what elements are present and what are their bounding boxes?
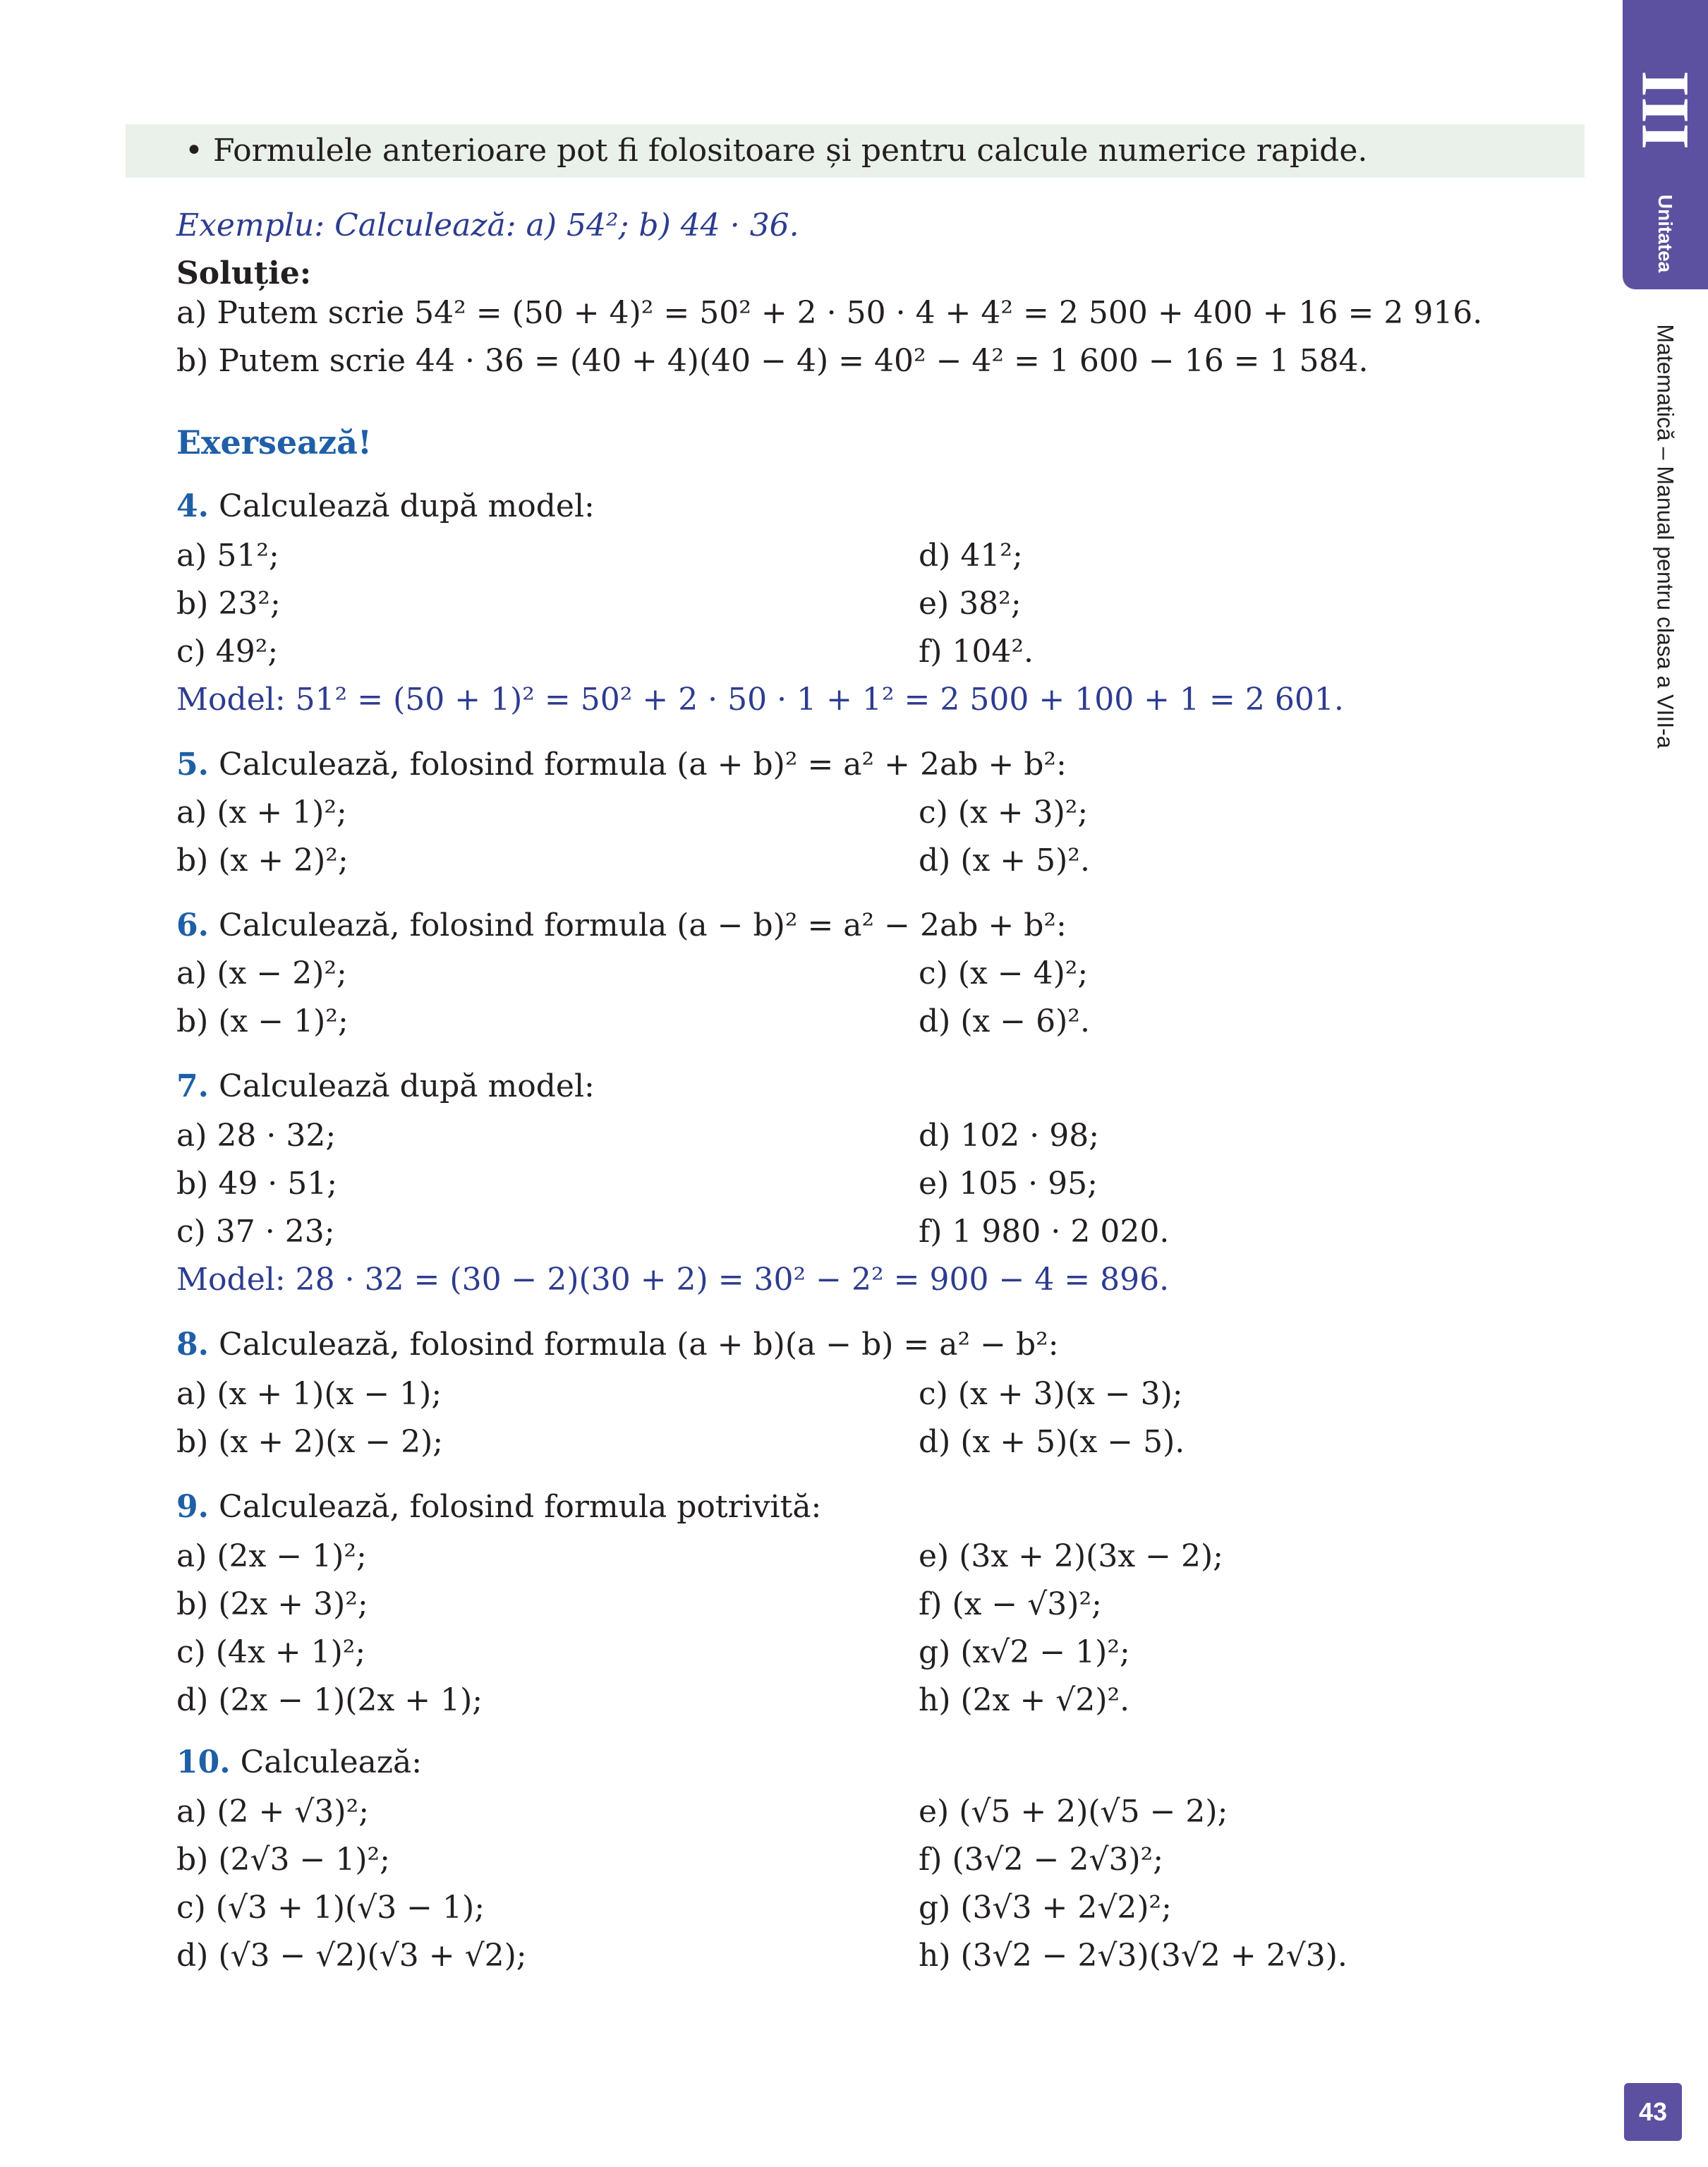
- exercise-item: f) (3√2 − 2√3)²;: [919, 1842, 1164, 1878]
- exercise-4-model: Model: 51² = (50 + 1)² = 50² + 2 · 50 · 1 + 1² = 2 500 + 100 + 1 = 2 601.: [176, 682, 1344, 718]
- exercise-item: a) (2 + √3)²;: [176, 1794, 370, 1830]
- unit-label: [1637, 188, 1693, 279]
- exercise-9-prompt: [176, 1489, 822, 1525]
- exercise-item: h) (2x + √2)².: [919, 1682, 1130, 1718]
- page-number: 43: [1624, 2083, 1682, 2141]
- exercise-prompt-text: Calculează, folosind formula (a + b)(a − b) = a² − b²:: [218, 1327, 1059, 1363]
- exercise-number: 9.: [176, 1489, 209, 1525]
- solution-line-b: b) Putem scrie 44 · 36 = (40 + 4)(40 − 4) = 40² − 4² = 1 600 − 16 = 1 584.: [176, 343, 1369, 379]
- exercise-item: b) (2x + 3)²;: [176, 1586, 368, 1622]
- exercise-number: 10.: [176, 1744, 231, 1780]
- exercise-item: b) (x − 1)²;: [176, 1003, 349, 1039]
- exercise-prompt-text: Calculează după model:: [218, 1068, 595, 1104]
- exercise-item: b) (x + 2)²;: [176, 843, 349, 879]
- exercise-item: d) (x + 5)(x − 5).: [919, 1424, 1185, 1460]
- exercise-item: d) 102 · 98;: [919, 1118, 1100, 1154]
- exercise-item: d) (x + 5)².: [919, 843, 1090, 879]
- exercise-item: c) (√3 + 1)(√3 − 1);: [176, 1890, 485, 1926]
- exercise-item: e) (√5 + 2)(√5 − 2);: [919, 1794, 1228, 1830]
- exercise-item: c) (x − 4)²;: [919, 955, 1089, 991]
- exercise-number: 8.: [176, 1327, 209, 1363]
- exercise-item: e) (3x + 2)(3x − 2);: [919, 1538, 1223, 1574]
- exercise-item: b) (2√3 − 1)²;: [176, 1842, 390, 1878]
- exercise-item: c) (x + 3)²;: [919, 795, 1089, 831]
- exercise-item: g) (3√3 + 2√2)²;: [919, 1890, 1173, 1926]
- solution-heading: Soluție:: [176, 255, 312, 291]
- exercise-6-prompt: [176, 907, 1067, 943]
- exercise-7-model: Model: 28 · 32 = (30 − 2)(30 + 2) = 30² − 2² = 900 − 4 = 896.: [176, 1262, 1170, 1298]
- exercise-number: 4.: [176, 488, 209, 524]
- exercise-4-prompt: [176, 488, 595, 524]
- exercise-prompt-text: Calculează după model:: [218, 488, 595, 524]
- book-title: [1630, 310, 1700, 762]
- example-statement: Exemplu: Calculează: a) 54²; b) 44 · 36.: [176, 207, 799, 243]
- exercise-number: 5.: [176, 747, 209, 783]
- exercise-item: e) 105 · 95;: [919, 1166, 1098, 1202]
- exercise-item: a) 28 · 32;: [176, 1118, 337, 1154]
- exercise-item: g) (x√2 − 1)²;: [919, 1634, 1130, 1670]
- exercise-item: a) 51²;: [176, 538, 279, 574]
- exercise-item: d) 41²;: [919, 538, 1023, 574]
- exercise-prompt-text: Calculează, folosind formula (a − b)² = a² − 2ab + b²:: [218, 907, 1067, 943]
- exercise-item: d) (x − 6)².: [919, 1003, 1090, 1039]
- exercise-item: b) 49 · 51;: [176, 1166, 338, 1202]
- exercise-10-prompt: [176, 1744, 423, 1780]
- exercise-item: c) (x + 3)(x − 3);: [919, 1376, 1183, 1412]
- solution-line-a: a) Putem scrie 54² = (50 + 4)² = 50² + 2 · 50 · 4 + 4² = 2 500 + 400 + 16 = 2 916.: [176, 295, 1483, 331]
- bullet-icon: •: [185, 133, 203, 169]
- exercise-7-prompt: [176, 1068, 595, 1104]
- exercise-item: c) 37 · 23;: [176, 1214, 335, 1250]
- exercise-number: 6.: [176, 907, 209, 943]
- note-text: Formulele anterioare pot fi folositoare și pentru calcule numerice rapide.: [213, 133, 1368, 169]
- exercise-item: e) 38²;: [919, 586, 1022, 622]
- exercise-item: b) 23²;: [176, 586, 281, 622]
- exercise-item: f) 104².: [919, 634, 1034, 670]
- exercise-item: c) (4x + 1)²;: [176, 1634, 366, 1670]
- exercise-item: c) 49²;: [176, 634, 279, 670]
- exercise-number: 7.: [176, 1068, 209, 1104]
- exercise-item: a) (x − 2)²;: [176, 955, 347, 991]
- unit-numeral: III: [1628, 70, 1704, 150]
- practice-heading: Exersează!: [176, 423, 373, 461]
- exercise-item: d) (2x − 1)(2x + 1);: [176, 1682, 483, 1718]
- book-title-text: Matematică – Manual pentru clasa a VIII-a: [1652, 324, 1678, 749]
- exercise-prompt-text: Calculează, folosind formula (a + b)² = a² + 2ab + b²:: [218, 747, 1067, 783]
- exercise-item: f) (x − √3)²;: [919, 1586, 1102, 1622]
- exercise-prompt-text: Calculează, folosind formula potrivită:: [218, 1489, 822, 1525]
- exercise-item: h) (3√2 − 2√3)(3√2 + 2√3).: [919, 1938, 1347, 1974]
- exercise-item: a) (x + 1)(x − 1);: [176, 1376, 442, 1412]
- exercise-item: f) 1 980 · 2 020.: [919, 1214, 1170, 1250]
- exercise-item: a) (x + 1)²;: [176, 795, 347, 831]
- exercise-item: d) (√3 − √2)(√3 + √2);: [176, 1938, 527, 1974]
- exercise-5-prompt: [176, 747, 1067, 783]
- exercise-item: b) (x + 2)(x − 2);: [176, 1424, 444, 1460]
- exercise-item: a) (2x − 1)²;: [176, 1538, 367, 1574]
- exercise-prompt-text: Calculează:: [240, 1744, 423, 1780]
- exercise-8-prompt: [176, 1327, 1059, 1363]
- unit-label-text: Unitatea: [1654, 194, 1676, 273]
